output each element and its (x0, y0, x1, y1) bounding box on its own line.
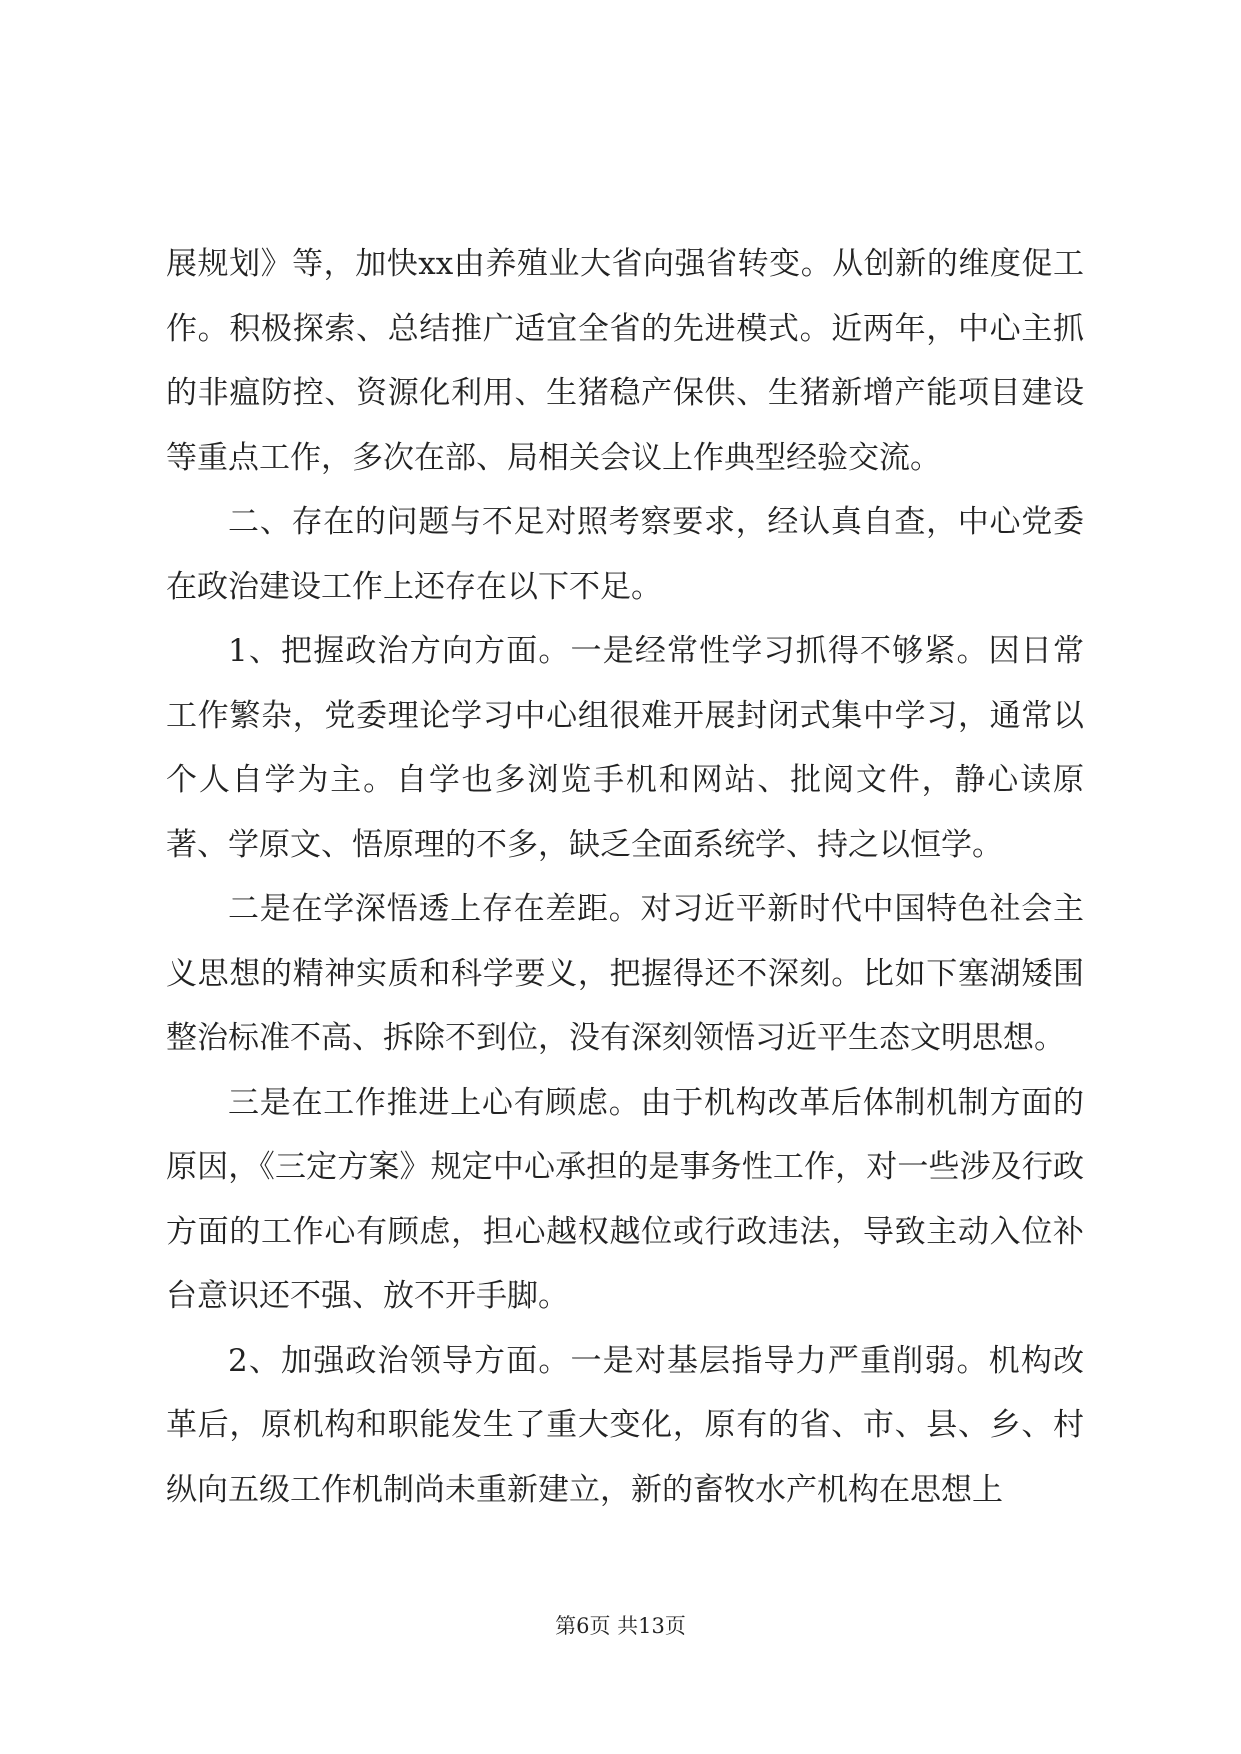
paragraph-political-leadership: 2、加强政治领导方面。一是对基层指导力严重削弱。机构改革后，原机构和职能发生了重大变化，原有的省、市、县、乡、村纵向五级工作机制尚未重新建立，新的畜牧水产机构在思想上 (166, 1342, 1084, 1508)
paragraph-continued: 展规划》等，加快xx由养殖业大省向强省转变。从创新的维度促工作。积极探索、总结推广适宜全省的先进模式。近两年，中心主抓的非瘟防控、资源化利用、生猪稳产保供、生猪新增产能项目建设等重点工作，多次在部、局相关会议上作典型经验交流。 (166, 246, 1084, 476)
paragraph-third-point: 三是在工作推进上心有顾虑。由于机构改革后体制机制方面的原因，《三定方案》规定中心承担的是事务性工作，对一些涉及行政方面的工作心有顾虑，担心越权越位或行政违法，导致主动入位补台意识还不强、放不开手脚。 (166, 1084, 1084, 1314)
document-body (166, 232, 1084, 1522)
paragraph-second-point: 二是在学深悟透上存在差距。对习近平新时代中国特色社会主义思想的精神实质和科学要义，把握得还不深刻。比如下塞湖矮围整治标准不高、拆除不到位，没有深刻领悟习近平生态文明思想。 (166, 891, 1084, 1056)
paragraph-section-two-heading: 二、存在的问题与不足对照考察要求，经认真自查，中心党委在政治建设工作上还存在以下不足。 (166, 504, 1084, 605)
paragraph-political-direction: 1、把握政治方向方面。一是经常性学习抓得不够紧。因日常工作繁杂，党委理论学习中心组很难开展封闭式集中学习，通常以个人自学为主。自学也多浏览手机和网站、批阅文件，静心读原著、学原文、悟原理的不多，缺乏全面系统学、持之以恒学。 (166, 633, 1084, 863)
page-number-footer: 第6页 共13页 (555, 1614, 686, 1638)
